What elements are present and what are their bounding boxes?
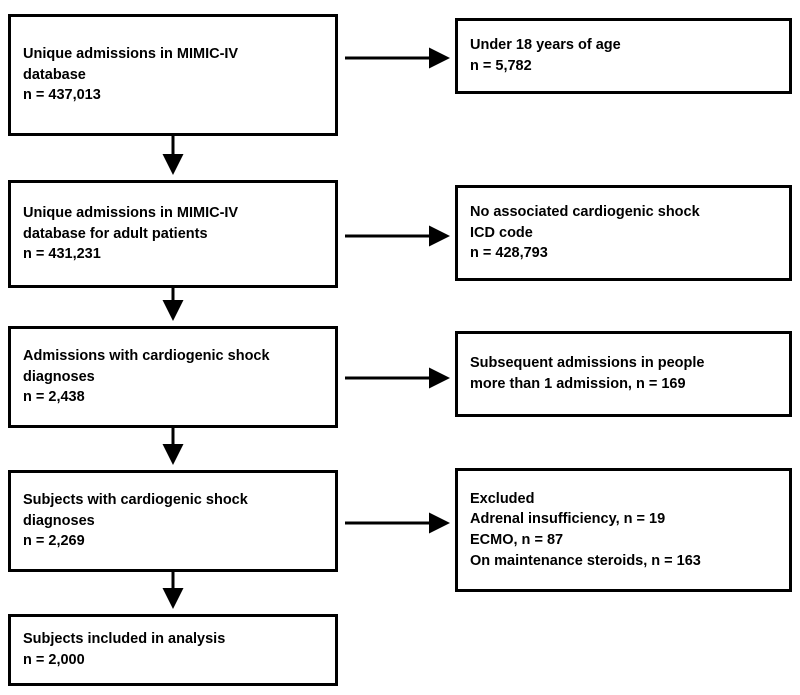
node-under18-line-1: Under 18 years of age — [470, 37, 621, 54]
node-adult-admissions — [8, 180, 338, 288]
node-excluded-line-1: Excluded — [470, 490, 535, 507]
node-total-line-1: Unique admissions in MIMIC-IV — [23, 46, 239, 63]
node-cs-adm-line-3: n = 2,438 — [23, 389, 85, 406]
node-cs-subj-line-1: Subjects with cardiogenic shock — [23, 492, 248, 509]
node-cardiogenic-shock-subjects — [8, 470, 338, 572]
node-total-line-3: n = 437,013 — [23, 87, 101, 104]
node-cs-adm-line-2: diagnoses — [23, 368, 95, 385]
node-cs-subj-line-3: n = 2,269 — [23, 533, 85, 550]
node-under18-line-2: n = 5,782 — [470, 58, 532, 74]
node-subsequent-admissions-excluded — [455, 331, 792, 417]
node-under-18-excluded — [455, 18, 792, 94]
node-no-icd-code-excluded — [455, 185, 792, 281]
node-subsequent-line-1: Subsequent admissions in people — [470, 355, 705, 372]
node-adults-line-3: n = 431,231 — [23, 246, 101, 263]
node-cs-adm-line-1: Admissions with cardiogenic shock — [23, 348, 270, 365]
node-total-admissions — [8, 14, 338, 136]
node-excluded-criteria — [455, 468, 792, 592]
node-cardiogenic-shock-admissions — [8, 326, 338, 428]
node-excluded-line-4: On maintenance steroids, n = 163 — [470, 552, 701, 569]
node-no-icd-line-2: ICD code — [470, 224, 533, 241]
node-adults-line-2: database for adult patients — [23, 225, 208, 242]
node-included-line-2: n = 2,000 — [23, 652, 85, 668]
node-subsequent-line-2: more than 1 admission, n = 169 — [470, 376, 686, 392]
node-subjects-included — [8, 614, 338, 686]
node-excluded-line-2: Adrenal insufficiency, n = 19 — [470, 511, 666, 528]
node-total-line-2: database — [23, 66, 86, 83]
node-no-icd-line-3: n = 428,793 — [470, 245, 548, 262]
node-no-icd-line-1: No associated cardiogenic shock — [470, 204, 700, 221]
node-excluded-line-3: ECMO, n = 87 — [470, 532, 564, 548]
node-included-line-1: Subjects included in analysis — [23, 631, 226, 648]
node-adults-line-1: Unique admissions in MIMIC-IV — [23, 205, 239, 222]
node-cs-subj-line-2: diagnoses — [23, 512, 95, 529]
